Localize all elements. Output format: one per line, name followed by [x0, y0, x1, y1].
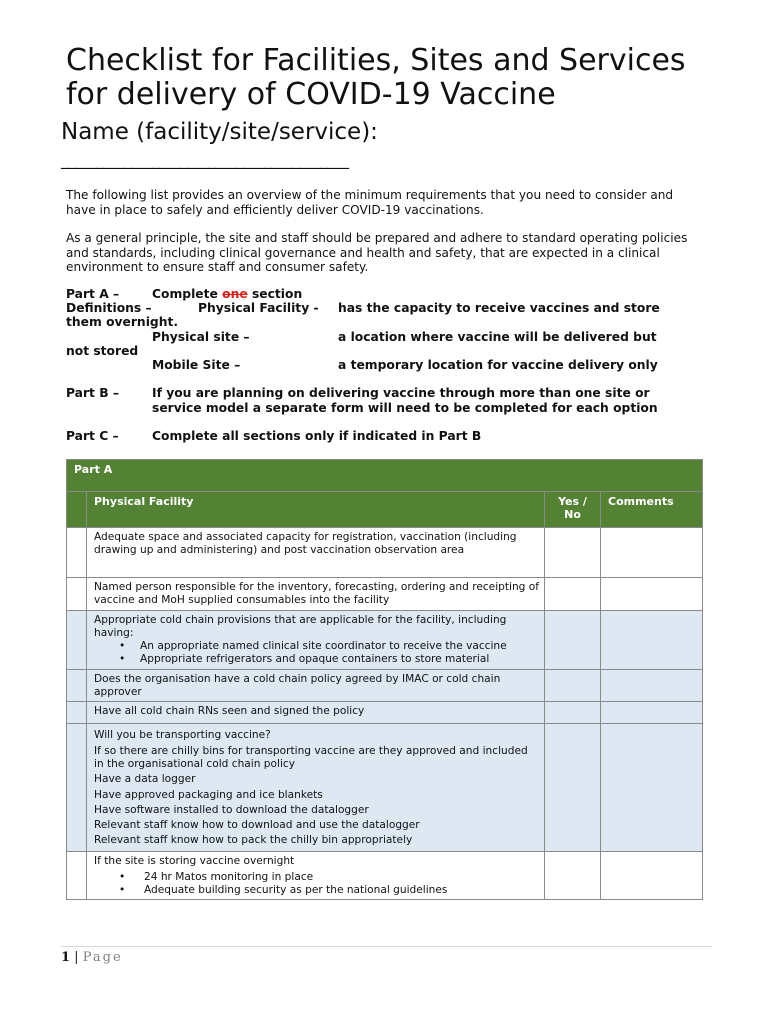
mobile-site-definition: a temporary location for vaccine delivery only	[338, 357, 658, 372]
yes-no-cell[interactable]	[545, 578, 601, 611]
page-number: 1	[61, 950, 71, 965]
mobile-site-term: Mobile Site –	[152, 357, 241, 372]
parts-instructions	[66, 287, 706, 443]
requirement-line: Have software installed to download the datalogger	[94, 803, 369, 816]
definitions-label: Definitions –	[66, 301, 152, 316]
footer-divider	[61, 946, 712, 947]
yes-no-cell[interactable]	[545, 852, 601, 900]
part-c-instruction: Complete all sections only if indicated in Part B	[152, 428, 482, 443]
table-row	[67, 578, 703, 611]
checklist-table	[66, 459, 703, 900]
intro-paragraph-1: The following list provides an overview of the minimum requirements that you need to consider and have in place to safely and efficiently deliver COVID-19 vaccinations.	[66, 188, 674, 217]
table-row	[67, 702, 703, 724]
requirement-line: Relevant staff know how to pack the chilly bin appropriately	[94, 834, 413, 847]
table-row	[67, 669, 703, 702]
yes-no-cell[interactable]	[545, 669, 601, 702]
row-stub	[67, 702, 87, 724]
requirement-text: Have all cold chain RNs seen and signed the policy	[87, 702, 545, 724]
part-a-text-end: section	[251, 287, 303, 301]
comments-cell[interactable]	[601, 669, 703, 702]
column-header-row	[67, 492, 703, 528]
requirement-cell	[87, 610, 545, 669]
yes-no-cell[interactable]	[545, 610, 601, 669]
title-line-1: Checklist for Facilities, Sites and Services	[66, 43, 686, 78]
part-c-label: Part C –	[66, 428, 119, 443]
part-a-label: Part A –	[66, 287, 120, 301]
table-row	[67, 724, 703, 852]
comments-header: Comments	[601, 492, 703, 528]
table-row	[67, 528, 703, 578]
table-row	[67, 610, 703, 669]
footer-separator: |	[70, 950, 83, 965]
table-row	[67, 852, 703, 900]
yes-no-header: Yes / No	[545, 492, 601, 528]
intro-paragraph-2: As a general principle, the site and staff should be prepared and adhere to standard operating policies and standards, including clinical governance and health and safety, that are expected in a clinical environment to ensure staff and consumer safety.	[66, 231, 688, 274]
physical-facility-definition-cont: them overnight.	[66, 315, 179, 330]
comments-cell[interactable]	[601, 610, 703, 669]
requirement-line: Will you be transporting vaccine?	[94, 729, 271, 742]
part-a-header-row	[67, 460, 703, 492]
yes-no-cell[interactable]	[545, 528, 601, 578]
bullet-item: • Adequate building security as per the national guidelines	[94, 884, 540, 897]
name-field-line: _________________________________________	[61, 150, 348, 169]
row-stub	[67, 852, 87, 900]
part-a-header: Part A	[67, 460, 703, 492]
part-b-label: Part B –	[66, 386, 120, 401]
yes-no-cell[interactable]	[545, 702, 601, 724]
physical-site-definition-cont: not stored	[66, 343, 139, 358]
requirement-text: Appropriate cold chain provisions that are applicable for the facility, including having:	[94, 613, 507, 639]
requirement-text: If the site is storing vaccine overnight	[94, 855, 295, 868]
requirement-line: Have approved packaging and ice blankets	[94, 788, 323, 801]
page-word: Page	[82, 950, 123, 965]
physical-site-definition: a location where vaccine will be delivered but	[338, 329, 657, 344]
bullet-item: • Appropriate refrigerators and opaque containers to store material	[94, 653, 540, 666]
part-b-instruction: If you are planning on delivering vaccine through more than one site or service model a separate form will need to be completed for each option	[152, 386, 658, 415]
requirement-line: Relevant staff know how to download and use the datalogger	[94, 819, 420, 832]
comments-cell[interactable]	[601, 702, 703, 724]
requirement-line: Have a data logger	[94, 773, 196, 786]
physical-facility-header: Physical Facility	[87, 492, 545, 528]
title-line-2: for delivery of COVID-19 Vaccine	[66, 77, 556, 112]
requirement-text: Adequate space and associated capacity for registration, vaccination (including drawing up and administering) and post vaccination observation area	[87, 528, 545, 578]
page-footer	[61, 950, 123, 965]
yes-no-cell[interactable]	[545, 724, 601, 852]
row-stub-header	[67, 492, 87, 528]
comments-cell[interactable]	[601, 578, 703, 611]
comments-cell[interactable]	[601, 528, 703, 578]
part-a-struck-word: one	[222, 287, 248, 301]
document-title	[66, 44, 686, 112]
row-stub	[67, 610, 87, 669]
row-stub	[67, 724, 87, 852]
bullet-item: • 24 hr Matos monitoring in place	[94, 871, 540, 884]
comments-cell[interactable]	[601, 852, 703, 900]
requirement-bullets	[94, 871, 540, 898]
requirement-text: Named person responsible for the inventory, forecasting, ordering and receipting of vaccine and MoH supplied consumables into the facility	[87, 578, 545, 611]
row-stub	[67, 578, 87, 611]
requirement-text: Does the organisation have a cold chain policy agreed by IMAC or cold chain approver	[87, 669, 545, 702]
row-stub	[67, 669, 87, 702]
physical-facility-definition: has the capacity to receive vaccines and store	[338, 301, 660, 316]
part-a-text-start: Complete	[152, 287, 218, 301]
part-a-instruction	[152, 287, 302, 301]
comments-cell[interactable]	[601, 724, 703, 852]
requirement-cell	[87, 724, 545, 852]
requirement-cell	[87, 852, 545, 900]
physical-facility-term: Physical Facility -	[198, 301, 319, 316]
row-stub	[67, 528, 87, 578]
requirement-bullets	[94, 640, 540, 667]
name-field-label: Name (facility/site/service):	[61, 119, 378, 145]
bullet-item: • An appropriate named clinical site coordinator to receive the vaccine	[94, 640, 540, 653]
physical-site-term: Physical site –	[152, 329, 250, 344]
requirement-line: If so there are chilly bins for transporting vaccine are they approved and included in the organisational cold chain policy	[94, 744, 528, 770]
